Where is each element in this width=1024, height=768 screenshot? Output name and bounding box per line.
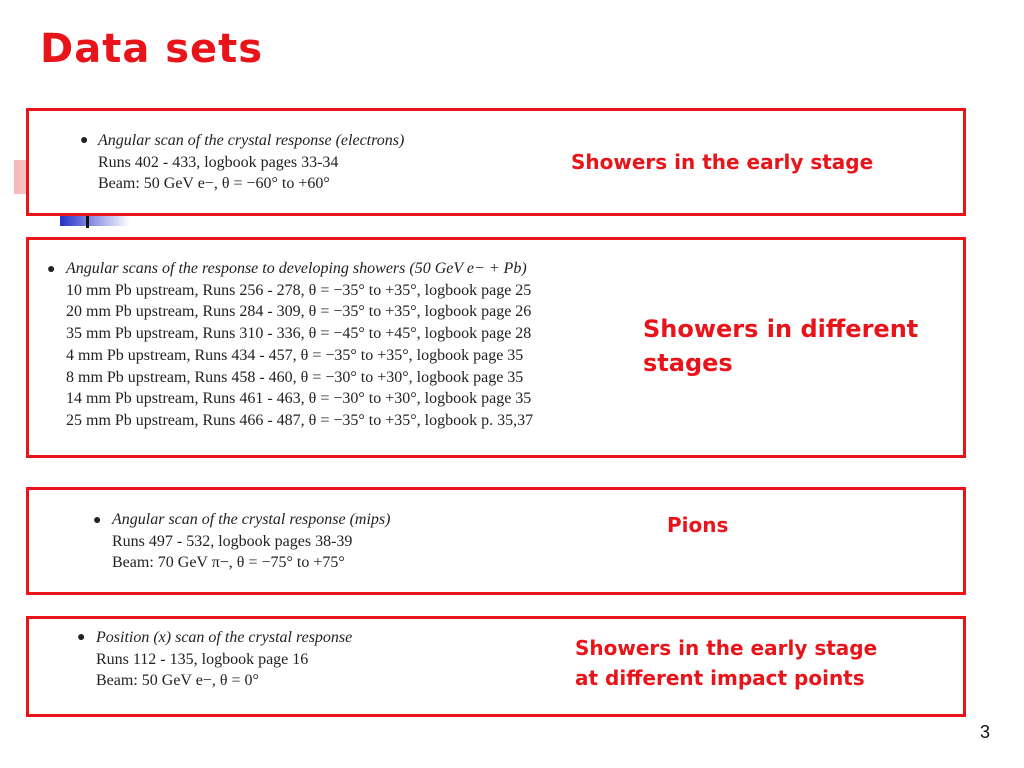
dataset-heading: Position (x) scan of the crystal response [96, 629, 353, 646]
slide-title: Data sets [40, 26, 264, 72]
bullet-icon: ● [93, 513, 102, 528]
dataset-line: Runs 402 - 433, logbook pages 33-34 [98, 153, 339, 171]
dataset-note-line: at different impact points [575, 666, 865, 690]
bullet-icon: ● [77, 630, 86, 645]
dataset-line: 35 mm Pb upstream, Runs 310 - 336, θ = −45° to +45°, logbook page 28 [66, 325, 532, 343]
page-number: 3 [979, 722, 990, 742]
dataset-note-line: stages [643, 349, 733, 377]
dataset-heading: Angular scan of the crystal response (mips) [112, 511, 391, 528]
dataset-line: Beam: 70 GeV π−, θ = −75° to +75° [112, 554, 345, 571]
dataset-line: Beam: 50 GeV e−, θ = 0° [96, 672, 259, 689]
dataset-note: Pions [667, 513, 729, 537]
dataset-entry-mips [112, 509, 390, 574]
dataset-entry-electrons [98, 130, 404, 195]
dataset-line: 14 mm Pb upstream, Runs 461 - 463, θ = −30° to +30°, logbook page 35 [66, 390, 532, 408]
dataset-heading: Angular scan of the crystal response (electrons) [98, 132, 405, 149]
dataset-entry-position-scan [96, 627, 352, 692]
dataset-line: 10 mm Pb upstream, Runs 256 - 278, θ = −35° to +35°, logbook page 25 [66, 281, 532, 299]
dataset-line: 25 mm Pb upstream, Runs 466 - 487, θ = −35° to +35°, logbook p. 35,37 [66, 411, 534, 429]
dataset-line: 8 mm Pb upstream, Runs 458 - 460, θ = −30° to +30°, logbook page 35 [66, 368, 524, 386]
dataset-note: Showers in the early stage [571, 150, 874, 174]
dataset-note-line: Showers in different [643, 315, 919, 343]
dataset-line: 20 mm Pb upstream, Runs 284 - 309, θ = −35° to +35°, logbook page 26 [66, 303, 532, 321]
dataset-note-line: Showers in the early stage [575, 636, 878, 660]
dataset-line: Beam: 50 GeV e−, θ = −60° to +60° [98, 175, 330, 192]
dataset-note [575, 633, 877, 693]
bullet-icon: ● [47, 262, 56, 277]
dataset-entry-developing-showers [66, 258, 533, 432]
dataset-heading: Angular scans of the response to developing showers (50 GeV e− + Pb) [66, 260, 527, 277]
dataset-line: Runs 112 - 135, logbook page 16 [96, 650, 309, 668]
dataset-line: 4 mm Pb upstream, Runs 434 - 457, θ = −35° to +35°, logbook page 35 [66, 346, 524, 364]
bullet-icon: ● [80, 133, 89, 148]
dataset-note [643, 312, 918, 380]
dataset-line: Runs 497 - 532, logbook pages 38-39 [112, 532, 353, 550]
